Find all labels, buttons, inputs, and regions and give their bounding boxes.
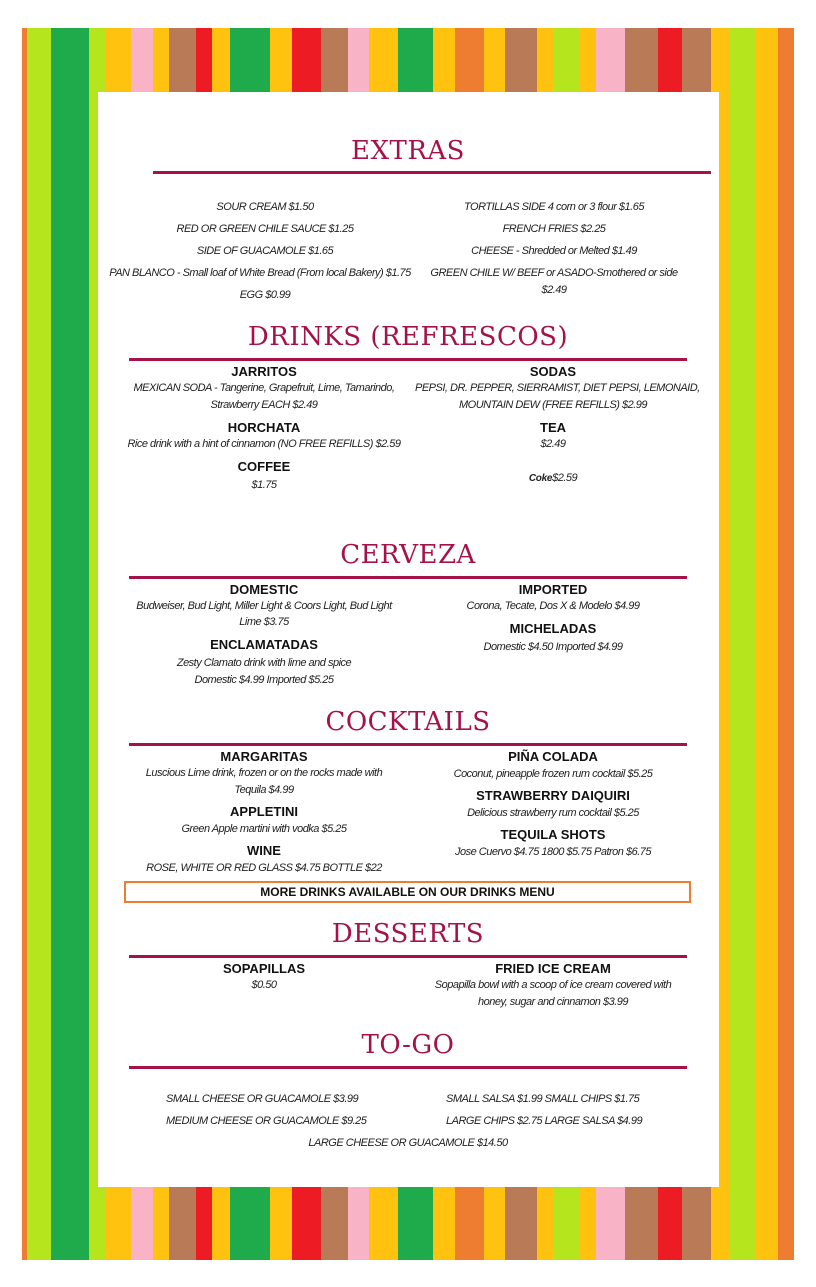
pina-colada-desc: Coconut, pineapple frozen rum cocktail $5.25 (453, 768, 653, 780)
drinks-title: DRINKS (REFRESCOS) (247, 322, 569, 352)
coke-line (415, 470, 691, 487)
tequila-shots-name: TEQUILA SHOTS (500, 827, 606, 842)
togo-small-cheese: SMALL CHEESE OR GUACAMOLE $3.99 (166, 1093, 359, 1105)
extras-green-chile-price: $2.49 (541, 284, 567, 296)
desserts-rule (129, 955, 687, 958)
togo-title: TO-GO (361, 1030, 455, 1060)
togo-large-cheese: LARGE CHEESE OR GUACAMOLE $14.50 (308, 1137, 508, 1149)
togo-medium-cheese: MEDIUM CHEESE OR GUACAMOLE $9.25 (166, 1115, 367, 1127)
coke-name: Coke (528, 473, 553, 484)
extras-french-fries: FRENCH FRIES $2.25 (502, 223, 606, 235)
tequila-shots-desc: Jose Cuervo $4.75 1800 $5.75 Patron $6.75 (455, 846, 651, 858)
appletini-name: APPLETINI (230, 804, 298, 819)
stripe (778, 28, 794, 1260)
cocktails-title: COCKTAILS (325, 707, 491, 737)
togo-rule (129, 1066, 687, 1069)
togo-large-chips-salsa: LARGE CHIPS $2.75 LARGE SALSA $4.99 (446, 1115, 643, 1127)
stripe (756, 28, 777, 1260)
coffee-name: COFFEE (237, 459, 291, 474)
stripe (51, 28, 88, 1260)
sodas-name: SODAS (529, 364, 577, 379)
extras-title: EXTRAS (351, 136, 465, 166)
enclamatadas-name: ENCLAMATADAS (210, 637, 318, 652)
wine-desc: ROSE, WHITE OR RED GLASS $4.75 BOTTLE $22 (146, 862, 382, 874)
sodas-desc-1: PEPSI, DR. PEPPER, SIERRAMIST, DIET PEPSI, LEMONAID, (415, 382, 700, 394)
strawberry-daiquiri-desc: Delicious strawberry rum cocktail $5.25 (467, 807, 639, 819)
togo-small-salsa-chips: SMALL SALSA $1.99 SMALL CHIPS $1.75 (446, 1093, 640, 1105)
micheladas-desc: Domestic $4.50 Imported $4.99 (483, 641, 623, 653)
desserts-title: DESSERTS (331, 919, 485, 949)
extras-green-chile: GREEN CHILE W/ BEEF or ASADO-Smothered or side (430, 267, 678, 279)
enclamatadas-desc-1: Zesty Clamato drink with lime and spice (176, 657, 352, 669)
stripe (730, 28, 757, 1260)
jarritos-desc-1: MEXICAN SODA - Tangerine, Grapefruit, Lime, Tamarindo, (133, 382, 395, 394)
appletini-desc: Green Apple martini with vodka $5.25 (181, 823, 347, 835)
cerveza-title: CERVEZA (340, 540, 476, 570)
extras-cheese: CHEESE - Shredded or Melted $1.49 (471, 245, 637, 257)
enclamatadas-desc-2: Domestic $4.99 Imported $5.25 (194, 674, 334, 686)
drinks-rule (129, 358, 687, 361)
extras-rule (153, 171, 711, 174)
cocktails-rule (129, 743, 687, 746)
jarritos-desc-2: Strawberry EACH $2.49 (210, 399, 318, 411)
coke-price: $2.59 (552, 472, 578, 484)
sopapillas-price: $0.50 (251, 979, 277, 991)
coffee-price: $1.75 (251, 479, 277, 491)
imported-desc: Corona, Tecate, Dos X & Modelo $4.99 (466, 600, 640, 612)
domestic-desc-2: Lime $3.75 (239, 616, 289, 628)
strawberry-daiquiri-name: STRAWBERRY DAIQUIRI (476, 788, 630, 803)
extras-sour-cream: SOUR CREAM $1.50 (216, 201, 314, 213)
cerveza-rule (129, 576, 687, 579)
fried-ice-cream-desc-2: honey, sugar and cinnamon $3.99 (477, 996, 629, 1008)
extras-tortillas: TORTILLAS SIDE 4 corn or 3 flour $1.65 (464, 201, 644, 213)
margaritas-desc-1: Luscious Lime drink, frozen or on the rocks made with (145, 767, 383, 779)
wine-name: WINE (247, 843, 281, 858)
imported-name: IMPORTED (518, 582, 588, 597)
tea-name: TEA (540, 420, 566, 435)
stripe (27, 28, 51, 1260)
sopapillas-name: SOPAPILLAS (222, 961, 306, 976)
domestic-name: DOMESTIC (229, 582, 299, 597)
tea-price: $2.49 (540, 438, 566, 450)
horchata-desc: Rice drink with a hint of cinnamon (NO FREE REFILLS) $2.59 (127, 438, 401, 450)
extras-pan-blanco: PAN BLANCO - Small loaf of White Bread (From local Bakery) $1.75 (109, 267, 411, 279)
more-drinks-notice: MORE DRINKS AVAILABLE ON OUR DRINKS MENU (124, 881, 691, 903)
domestic-desc-1: Budweiser, Bud Light, Miller Light & Coors Light, Bud Light (136, 600, 392, 612)
margaritas-desc-2: Tequila $4.99 (234, 784, 294, 796)
micheladas-name: MICHELADAS (509, 621, 597, 636)
sodas-desc-2: MOUNTAIN DEW (FREE REFILLS) $2.99 (458, 399, 648, 411)
fried-ice-cream-name: FRIED ICE CREAM (495, 961, 611, 976)
margaritas-name: MARGARITAS (220, 749, 308, 764)
horchata-name: HORCHATA (227, 420, 301, 435)
extras-guacamole: SIDE OF GUACAMOLE $1.65 (196, 245, 334, 257)
extras-egg: EGG $0.99 (239, 289, 291, 301)
fried-ice-cream-desc-1: Sopapilla bowl with a scoop of ice cream covered with (434, 979, 672, 991)
pina-colada-name: PIÑA COLADA (508, 749, 598, 764)
extras-chile-sauce: RED OR GREEN CHILE SAUCE $1.25 (176, 223, 354, 235)
jarritos-name: JARRITOS (231, 364, 297, 379)
